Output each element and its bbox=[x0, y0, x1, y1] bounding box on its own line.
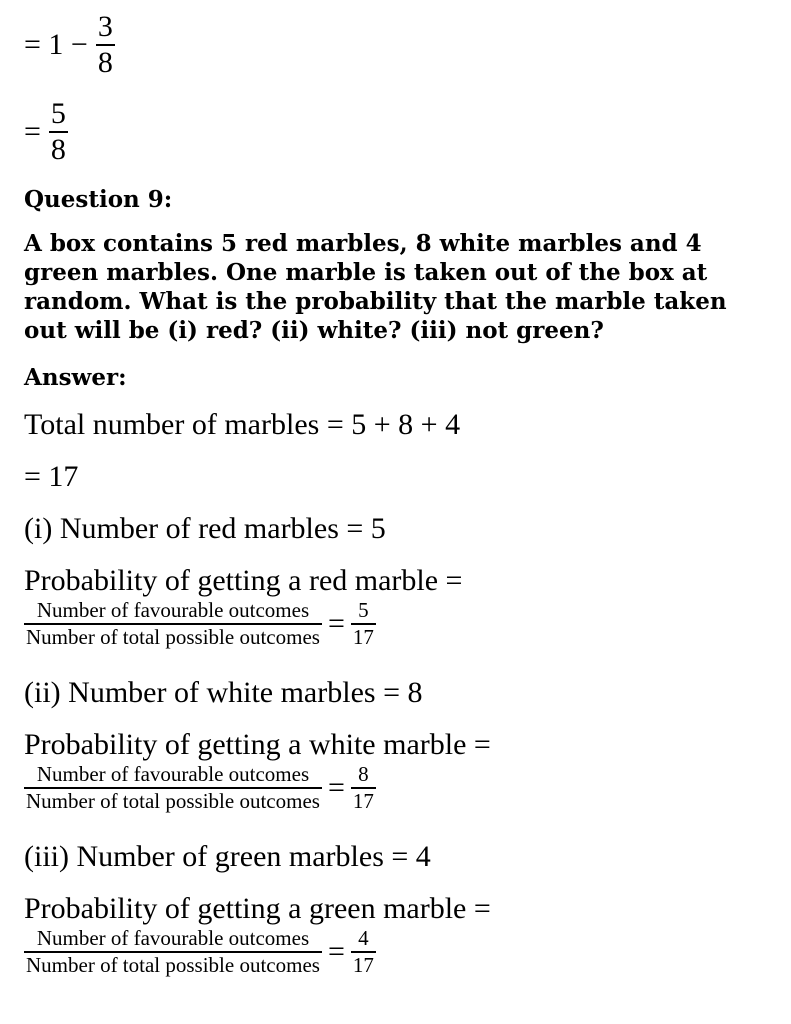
fraction-numerator: 8 bbox=[358, 762, 369, 786]
green-probability-line: Probability of getting a green marble = bbox=[24, 892, 491, 925]
equals-sign: = bbox=[327, 934, 345, 968]
question-text-line: A box contains 5 red marbles, 8 white marbles and 4 bbox=[24, 230, 702, 257]
green-probability-formula bbox=[24, 926, 376, 978]
equals-sign: = bbox=[327, 606, 345, 640]
math-line-2-prefix: = bbox=[24, 114, 41, 148]
result-fraction bbox=[351, 762, 376, 814]
outcomes-fraction bbox=[24, 762, 322, 814]
red-probability-line: Probability of getting a red marble = bbox=[24, 564, 463, 597]
fraction-denominator: 8 bbox=[50, 132, 66, 166]
white-probability-formula bbox=[24, 762, 376, 814]
fraction-denominator: 17 bbox=[352, 788, 374, 813]
fraction-numerator: 4 bbox=[358, 926, 369, 950]
total-marbles-line: Total number of marbles = 5 + 8 + 4 bbox=[24, 408, 461, 441]
question-heading: Question 9: bbox=[24, 186, 173, 213]
answer-heading: Answer: bbox=[24, 364, 127, 391]
fraction-numerator: 5 bbox=[358, 598, 369, 622]
fraction-denominator: Number of total possible outcomes bbox=[26, 624, 320, 649]
fraction-numerator: Number of favourable outcomes bbox=[36, 598, 310, 622]
fraction-denominator: Number of total possible outcomes bbox=[26, 788, 320, 813]
result-fraction bbox=[351, 926, 376, 978]
equals-sign: = bbox=[327, 770, 345, 804]
fraction-numerator: 5 bbox=[50, 97, 66, 130]
fraction-numerator: Number of favourable outcomes bbox=[36, 926, 310, 950]
green-count-line: (iii) Number of green marbles = 4 bbox=[24, 840, 431, 873]
red-count-line: (i) Number of red marbles = 5 bbox=[24, 512, 386, 545]
outcomes-fraction bbox=[24, 926, 322, 978]
math-line-2 bbox=[24, 97, 68, 167]
result-fraction bbox=[351, 598, 376, 650]
fraction-numerator: 3 bbox=[97, 10, 113, 43]
math-line-1-fraction bbox=[96, 10, 115, 80]
question-text-line: out will be (i) red? (ii) white? (iii) not green? bbox=[24, 317, 604, 344]
question-text bbox=[24, 229, 784, 345]
red-probability-formula bbox=[24, 598, 376, 650]
outcomes-fraction bbox=[24, 598, 322, 650]
math-line-1-prefix: = 1 − bbox=[24, 27, 88, 61]
fraction-denominator: 17 bbox=[352, 952, 374, 977]
white-count-line: (ii) Number of white marbles = 8 bbox=[24, 676, 423, 709]
math-line-2-fraction bbox=[49, 97, 68, 167]
fraction-denominator: 17 bbox=[352, 624, 374, 649]
math-line-1 bbox=[24, 10, 115, 80]
total-marbles-result: = 17 bbox=[24, 460, 79, 493]
question-text-line: random. What is the probability that the marble taken bbox=[24, 288, 727, 315]
fraction-numerator: Number of favourable outcomes bbox=[36, 762, 310, 786]
question-text-line: green marbles. One marble is taken out of the box at bbox=[24, 259, 708, 286]
fraction-denominator: Number of total possible outcomes bbox=[26, 952, 320, 977]
white-probability-line: Probability of getting a white marble = bbox=[24, 728, 491, 761]
fraction-denominator: 8 bbox=[97, 45, 113, 79]
